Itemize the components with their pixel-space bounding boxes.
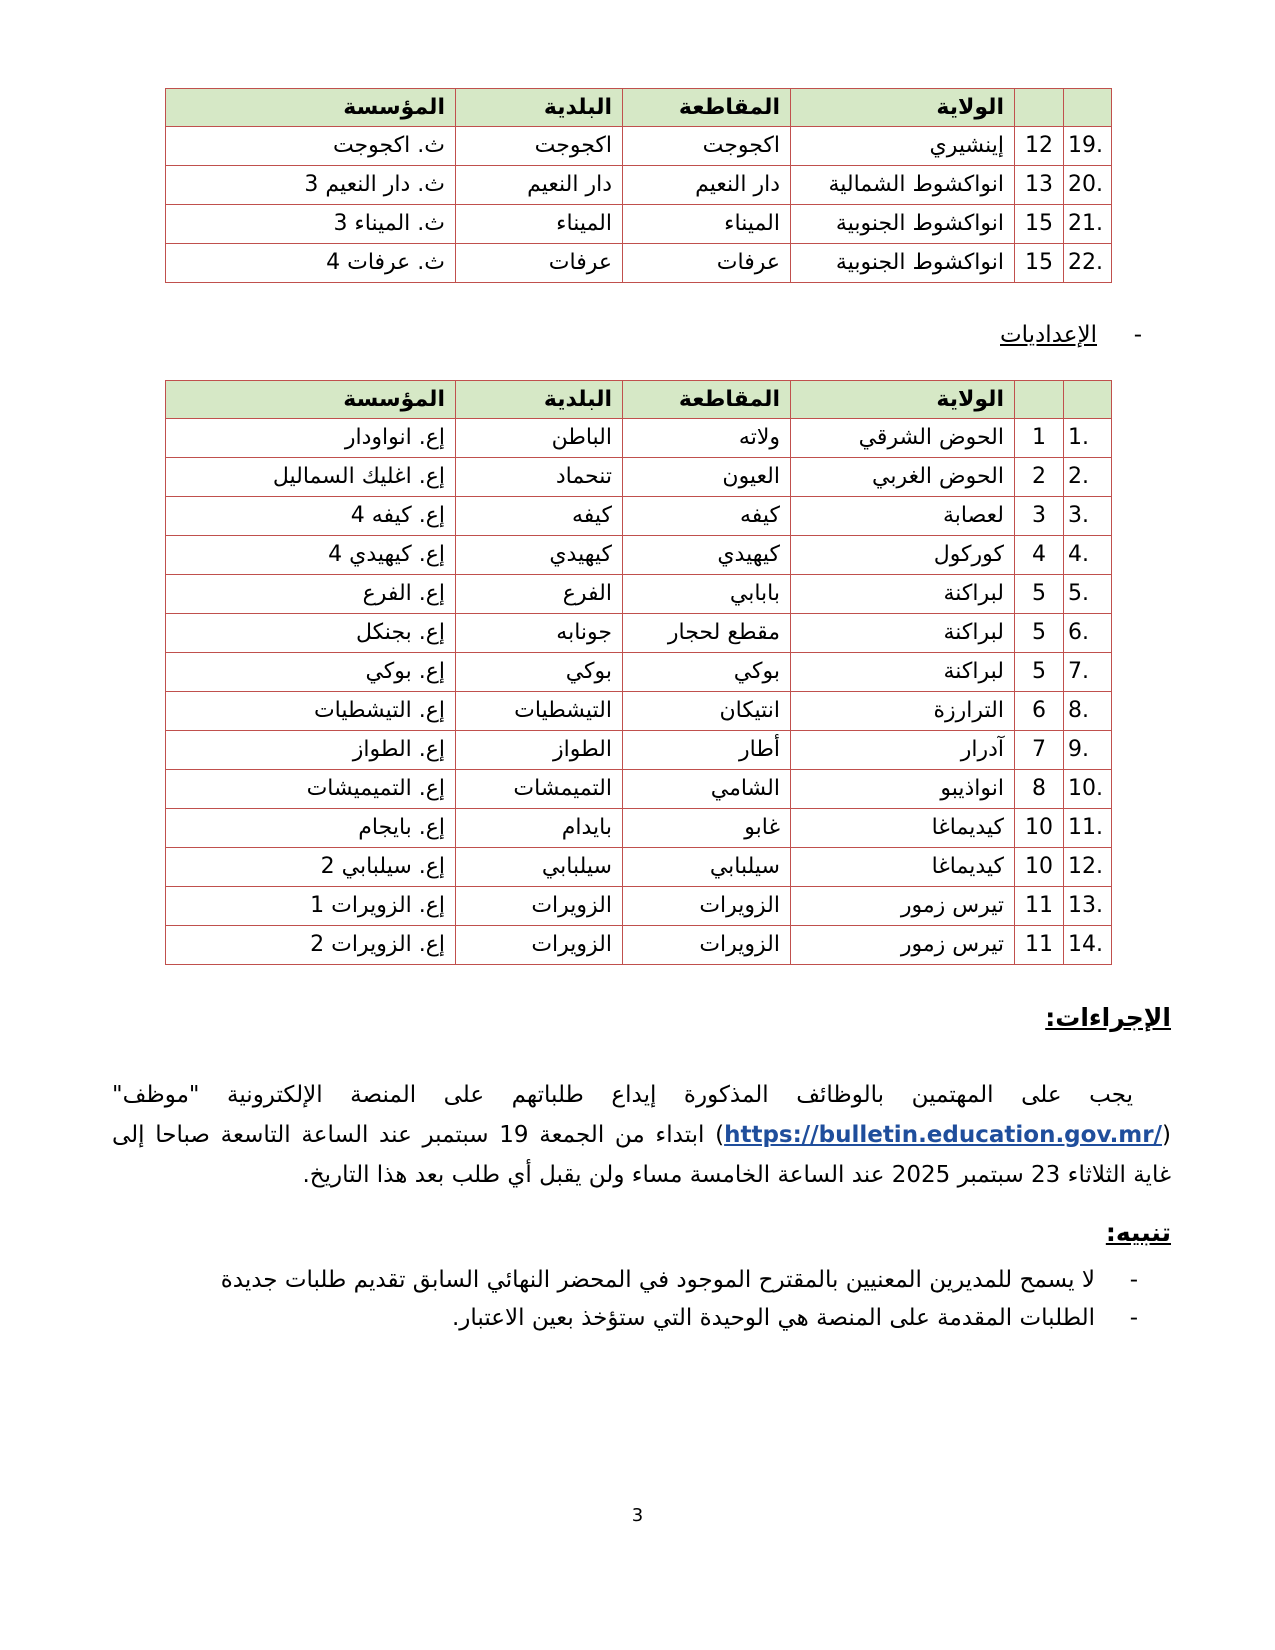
row-index: 4. — [1064, 536, 1112, 575]
moughataa-cell: دار النعيم — [623, 166, 791, 205]
institution-cell: إع. اغليك السماليل — [166, 458, 456, 497]
row-index: 5. — [1064, 575, 1112, 614]
header-region-code — [1015, 381, 1064, 419]
header-wilaya: الولاية — [791, 89, 1015, 127]
row-index: 21. — [1064, 205, 1112, 244]
region-code: 10 — [1015, 848, 1064, 887]
middle-schools-table — [165, 380, 1112, 965]
section-title-middle-schools: الإعداديات — [1000, 322, 1097, 348]
moughataa-cell: بابابي — [623, 575, 791, 614]
header-index — [1064, 381, 1112, 419]
commune-cell: عرفات — [456, 244, 623, 283]
table-row — [166, 731, 1112, 770]
table-header-row — [166, 381, 1112, 419]
procedures-paragraph — [112, 1075, 1171, 1195]
wilaya-cell: انواكشوط الجنوبية — [791, 205, 1015, 244]
institution-cell: إع. الزويرات 2 — [166, 926, 456, 965]
header-commune: البلدية — [456, 381, 623, 419]
notice-bullet-2: الطلبات المقدمة على المنصة هي الوحيدة التي ستؤخذ بعين الاعتبار. — [452, 1305, 1095, 1331]
moughataa-cell: غابو — [623, 809, 791, 848]
moughataa-cell: الزويرات — [623, 887, 791, 926]
commune-cell: اكجوجت — [456, 127, 623, 166]
header-moughataa: المقاطعة — [623, 381, 791, 419]
wilaya-cell: انواكشوط الشمالية — [791, 166, 1015, 205]
table-row — [166, 614, 1112, 653]
moughataa-cell: كيهيدي — [623, 536, 791, 575]
wilaya-cell: الحوض الغربي — [791, 458, 1015, 497]
table-row — [166, 575, 1112, 614]
table-row — [166, 244, 1112, 283]
wilaya-cell: لبراكنة — [791, 575, 1015, 614]
row-index: 20. — [1064, 166, 1112, 205]
notice-bullet-1: لا يسمح للمديرين المعنيين بالمقترح الموجود في المحضر النهائي السابق تقديم طلبات جديدة — [220, 1267, 1095, 1293]
region-code: 8 — [1015, 770, 1064, 809]
wilaya-cell: تيرس زمور — [791, 926, 1015, 965]
commune-cell: كيهيدي — [456, 536, 623, 575]
region-code: 3 — [1015, 497, 1064, 536]
institution-cell: إع. بايجام — [166, 809, 456, 848]
region-code: 6 — [1015, 692, 1064, 731]
commune-cell: التميمشات — [456, 770, 623, 809]
secondary-schools-table — [165, 88, 1112, 283]
wilaya-cell: انواكشوط الجنوبية — [791, 244, 1015, 283]
region-code: 5 — [1015, 653, 1064, 692]
wilaya-cell: كيديماغا — [791, 848, 1015, 887]
institution-cell: إع. الزويرات 1 — [166, 887, 456, 926]
moughataa-cell: الزويرات — [623, 926, 791, 965]
commune-cell: الميناء — [456, 205, 623, 244]
region-code: 1 — [1015, 419, 1064, 458]
platform-link[interactable]: https://bulletin.education.gov.mr/ — [724, 1122, 1163, 1148]
wilaya-cell: إينشيري — [791, 127, 1015, 166]
wilaya-cell: تيرس زمور — [791, 887, 1015, 926]
row-index: 10. — [1064, 770, 1112, 809]
table-header-row — [166, 89, 1112, 127]
row-index: 3. — [1064, 497, 1112, 536]
commune-cell: الزويرات — [456, 887, 623, 926]
moughataa-cell: سيلبابي — [623, 848, 791, 887]
table-row — [166, 127, 1112, 166]
wilaya-cell: انواذيبو — [791, 770, 1015, 809]
moughataa-cell: كيفه — [623, 497, 791, 536]
wilaya-cell: كيديماغا — [791, 809, 1015, 848]
table-row — [166, 458, 1112, 497]
commune-cell: دار النعيم — [456, 166, 623, 205]
bullet-dash: - — [1129, 1267, 1138, 1293]
header-institution: المؤسسة — [166, 89, 456, 127]
bullet-dash: - — [1129, 1305, 1138, 1331]
region-code: 7 — [1015, 731, 1064, 770]
table-row — [166, 536, 1112, 575]
commune-cell: بايدام — [456, 809, 623, 848]
institution-cell: إع. التميميشات — [166, 770, 456, 809]
wilaya-cell: الحوض الشرقي — [791, 419, 1015, 458]
moughataa-cell: بوكي — [623, 653, 791, 692]
commune-cell: جونابه — [456, 614, 623, 653]
row-index: 6. — [1064, 614, 1112, 653]
institution-cell: ث. الميناء 3 — [166, 205, 456, 244]
commune-cell: سيلبابي — [456, 848, 623, 887]
header-region-code — [1015, 89, 1064, 127]
page-number: 3 — [631, 1505, 644, 1526]
moughataa-cell: انتيكان — [623, 692, 791, 731]
row-index: 1. — [1064, 419, 1112, 458]
institution-cell: ث. عرفات 4 — [166, 244, 456, 283]
institution-cell: إع. انواودار — [166, 419, 456, 458]
header-wilaya: الولاية — [791, 381, 1015, 419]
table-row — [166, 809, 1112, 848]
header-index — [1064, 89, 1112, 127]
row-index: 13. — [1064, 887, 1112, 926]
moughataa-cell: الشامي — [623, 770, 791, 809]
region-code: 11 — [1015, 887, 1064, 926]
row-index: 19. — [1064, 127, 1112, 166]
row-index: 22. — [1064, 244, 1112, 283]
moughataa-cell: العيون — [623, 458, 791, 497]
moughataa-cell: ولاته — [623, 419, 791, 458]
commune-cell: الباطن — [456, 419, 623, 458]
row-index: 14. — [1064, 926, 1112, 965]
institution-cell: إع. كيهيدي 4 — [166, 536, 456, 575]
region-code: 12 — [1015, 127, 1064, 166]
commune-cell: الفرع — [456, 575, 623, 614]
wilaya-cell: لبراكنة — [791, 653, 1015, 692]
header-commune: البلدية — [456, 89, 623, 127]
table-row — [166, 926, 1112, 965]
institution-cell: إع. بجنكل — [166, 614, 456, 653]
row-index: 7. — [1064, 653, 1112, 692]
institution-cell: إع. الطواز — [166, 731, 456, 770]
wilaya-cell: لبراكنة — [791, 614, 1015, 653]
table-row — [166, 653, 1112, 692]
table-row — [166, 692, 1112, 731]
row-index: 11. — [1064, 809, 1112, 848]
region-code: 10 — [1015, 809, 1064, 848]
table-row — [166, 848, 1112, 887]
table-row — [166, 419, 1112, 458]
row-index: 9. — [1064, 731, 1112, 770]
table-row — [166, 887, 1112, 926]
moughataa-cell: مقطع لحجار — [623, 614, 791, 653]
institution-cell: إع. بوكي — [166, 653, 456, 692]
table-row — [166, 166, 1112, 205]
institution-cell: إع. الفرع — [166, 575, 456, 614]
procedures-heading: الإجراءات: — [1045, 1003, 1171, 1032]
wilaya-cell: لعصابة — [791, 497, 1015, 536]
wilaya-cell: كوركول — [791, 536, 1015, 575]
moughataa-cell: الميناء — [623, 205, 791, 244]
row-index: 2. — [1064, 458, 1112, 497]
institution-cell: إع. كيفه 4 — [166, 497, 456, 536]
region-code: 15 — [1015, 244, 1064, 283]
wilaya-cell: الترارزة — [791, 692, 1015, 731]
procedures-text-part1: يجب على المهتمين بالوظائف المذكورة إيداع طلباتهم على المنصة الإلكترونية "موظف" ( — [112, 1082, 1171, 1148]
moughataa-cell: اكجوجت — [623, 127, 791, 166]
table-row — [166, 497, 1112, 536]
row-index: 8. — [1064, 692, 1112, 731]
wilaya-cell: آدرار — [791, 731, 1015, 770]
region-code: 13 — [1015, 166, 1064, 205]
table-row — [166, 205, 1112, 244]
moughataa-cell: أطار — [623, 731, 791, 770]
commune-cell: تنحماد — [456, 458, 623, 497]
institution-cell: ث. دار النعيم 3 — [166, 166, 456, 205]
row-index: 12. — [1064, 848, 1112, 887]
notice-heading: تنبيه: — [1105, 1218, 1171, 1247]
commune-cell: كيفه — [456, 497, 623, 536]
region-code: 5 — [1015, 575, 1064, 614]
procedures-text-part2: ) ابتداء من الجمعة 19 سبتمبر عند الساعة التاسعة صباحا إلى غاية الثلاثاء 23 سبتمبر 2025 عند الساعة الخامسة مساء ولن يقبل أي طلب بعد هذا التاريخ. — [112, 1122, 1171, 1188]
institution-cell: إع. سيلبابي 2 — [166, 848, 456, 887]
institution-cell: إع. التيشطيات — [166, 692, 456, 731]
region-code: 2 — [1015, 458, 1064, 497]
moughataa-cell: عرفات — [623, 244, 791, 283]
region-code: 5 — [1015, 614, 1064, 653]
commune-cell: بوكي — [456, 653, 623, 692]
institution-cell: ث. اكجوجت — [166, 127, 456, 166]
commune-cell: الزويرات — [456, 926, 623, 965]
header-institution: المؤسسة — [166, 381, 456, 419]
region-code: 4 — [1015, 536, 1064, 575]
region-code: 11 — [1015, 926, 1064, 965]
region-code: 15 — [1015, 205, 1064, 244]
commune-cell: التيشطيات — [456, 692, 623, 731]
table-row — [166, 770, 1112, 809]
header-moughataa: المقاطعة — [623, 89, 791, 127]
commune-cell: الطواز — [456, 731, 623, 770]
list-dash: - — [1133, 322, 1142, 348]
